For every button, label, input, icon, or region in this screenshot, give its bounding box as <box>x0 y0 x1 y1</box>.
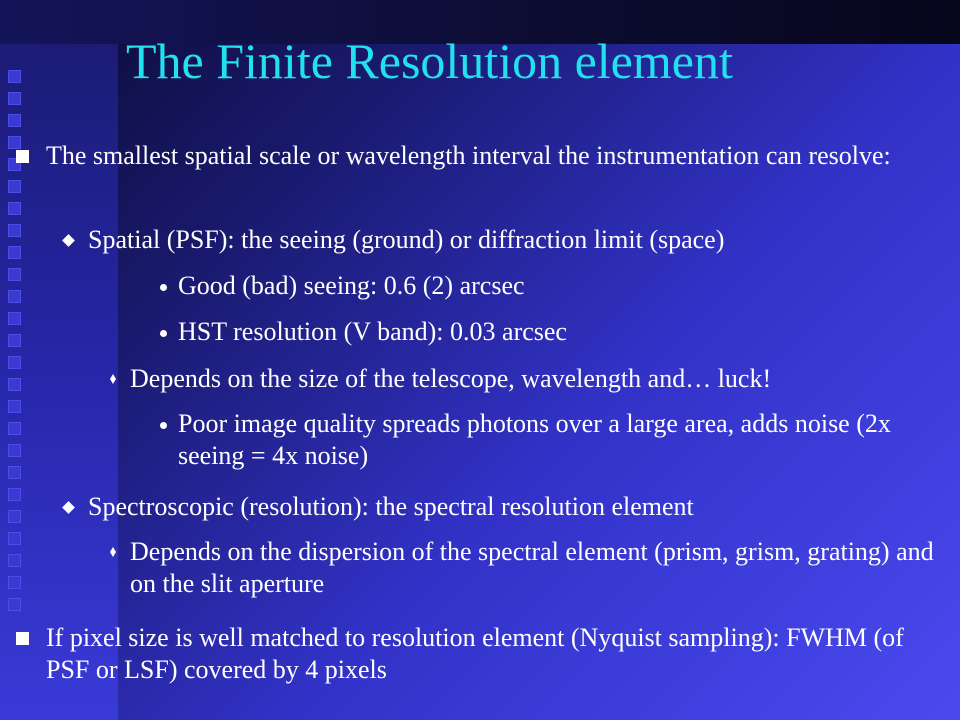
bullet-text: Spatial (PSF): the seeing (ground) or diffraction limit (space) <box>88 225 725 254</box>
bullet-text: Good (bad) seeing: 0.6 (2) arcsec <box>178 271 525 300</box>
bullet-level2 <box>88 224 948 256</box>
bullet-text: Poor image quality spreads photons over a large area, adds noise (2x seeing = 4x noise) <box>178 409 891 470</box>
slide-title: The Finite Resolution element <box>126 33 733 89</box>
bullet-text: If pixel size is well matched to resolution element (Nyquist sampling): FWHM (of PSF or LSF) covered by 4 pixels <box>46 623 904 684</box>
bullet-text: Depends on the dispersion of the spectral element (prism, grism, grating) and on the slit aperture <box>130 537 934 598</box>
bullet-level1 <box>46 140 951 172</box>
bullet-level4 <box>178 316 948 348</box>
bullet-level4 <box>178 270 948 302</box>
bullet-text: Depends on the size of the telescope, wavelength and… luck! <box>130 364 772 393</box>
bullet-level1 <box>46 622 951 686</box>
dot-bullet-icon <box>160 422 167 429</box>
square-bullet-icon <box>16 150 29 163</box>
bullet-text: HST resolution (V band): 0.03 arcsec <box>178 317 567 346</box>
bullet-level2 <box>88 491 948 523</box>
dot-bullet-icon <box>160 330 167 337</box>
square-bullet-icon <box>16 632 29 645</box>
dot-bullet-icon <box>160 284 167 291</box>
bullet-text: Spectroscopic (resolution): the spectral resolution element <box>88 492 694 521</box>
bullet-level3 <box>130 536 950 600</box>
bullet-text: The smallest spatial scale or wavelength interval the instrumentation can resolve: <box>46 141 891 170</box>
bullet-level4 <box>178 408 948 472</box>
bullet-level3 <box>130 363 950 395</box>
